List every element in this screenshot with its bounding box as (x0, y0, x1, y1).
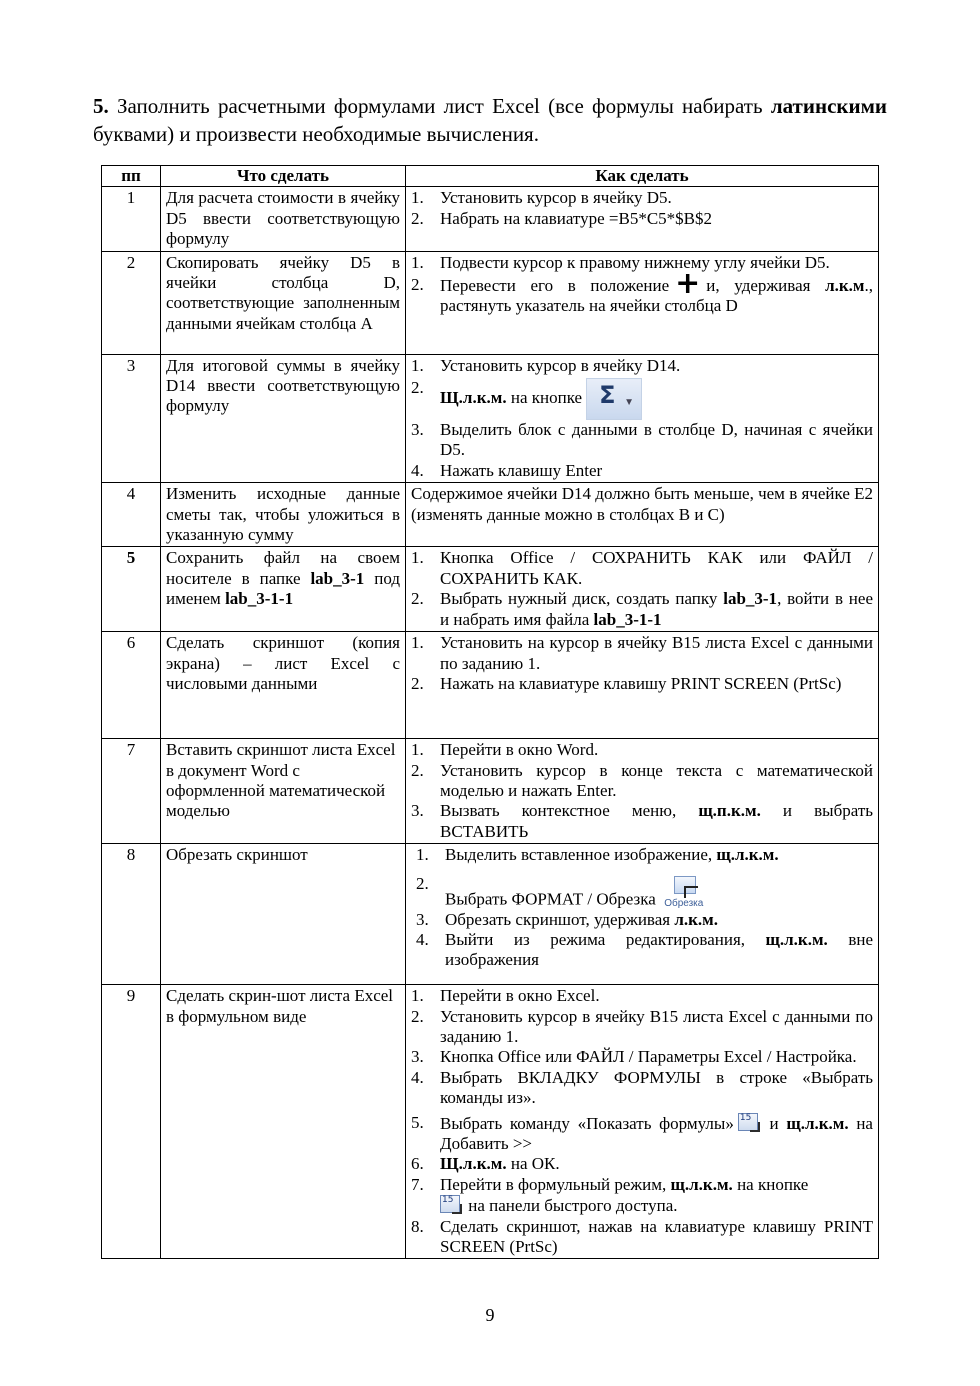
row-number: 8 (102, 844, 161, 985)
sigma-icon: Σ (599, 381, 616, 410)
row-how (406, 547, 879, 632)
row-how (406, 985, 879, 1259)
what-text: под именем (166, 568, 401, 609)
formula-icon-text: 15 (739, 1112, 752, 1123)
step: 1. Перейти в окно Excel. (411, 986, 873, 1006)
table-row (102, 251, 879, 354)
crop-button-label: Обрезка (664, 897, 704, 909)
step (411, 378, 873, 420)
task-heading (93, 92, 887, 148)
step-text: Выбрать ФОРМАТ / Обрезка (445, 889, 656, 909)
step: 3. Выделить блок с данными в столбце D, начиная с ячейки D5. (411, 420, 873, 461)
row-number: 5 (102, 547, 161, 632)
task-number: 5. (93, 94, 109, 118)
step (411, 589, 873, 630)
table-row (102, 985, 879, 1259)
header-num: пп (102, 166, 161, 187)
step-text: ., растянуть указатель на ячейки столбца D (440, 276, 874, 316)
step: 1. Перейти в окно Word. (411, 740, 873, 760)
dropdown-arrow-icon: ▼ (624, 397, 635, 409)
row-number: 1 (102, 187, 161, 251)
step: 2. Установить курсор в ячейку В15 листа Excel с данными по заданию 1. (411, 1007, 873, 1048)
step-text: Выделить вставленное изображение, (445, 845, 717, 865)
step-bold: щ.л.к.м. (716, 845, 779, 865)
step-bold: щ.л.к.м. (786, 1113, 849, 1133)
step: 2. Установить курсор в конце текста с математической моделью и нажать Enter. (411, 761, 873, 802)
step-text: Перейти в формульный режим, (440, 1174, 671, 1194)
step: 2. Набрать на клавиатуре =B5*C5*$B$2 (411, 209, 873, 229)
what-text: Сохранить файл на своем носителе в папке (166, 548, 400, 588)
step (416, 930, 873, 971)
header-how: Как сделать (406, 166, 879, 187)
row-number: 7 (102, 739, 161, 844)
page-number: 9 (485, 1305, 495, 1325)
step-text: и выбрать ВСТАВИТЬ (440, 801, 874, 841)
step-text: вне изображения (445, 929, 874, 970)
heading-text-2: буквами) и произвести необходимые вычисления. (93, 122, 539, 146)
step: 1. Установить курсор в ячейку D14. (411, 356, 873, 376)
step-text: на кнопке (506, 387, 583, 407)
show-formulas-icon[interactable] (440, 1195, 460, 1213)
row-number: 9 (102, 985, 161, 1259)
step (411, 801, 873, 842)
step (411, 266, 874, 317)
row-what: Скопировать ячейку D5 в ячейки столбца D, соответствующие заполненным данными ячейкам столбца А (161, 251, 406, 354)
file-name: lab_3-1-1 (225, 589, 294, 609)
row-how (406, 187, 879, 251)
row-number: 6 (102, 632, 161, 739)
step-text: Вызвать контекстное меню, (440, 801, 699, 821)
autosum-button[interactable] (586, 378, 642, 420)
row-what: Обрезать скриншот (161, 844, 406, 985)
step: 4. Выбрать ВКЛАДКУ ФОРМУЛЫ в строке «Выбрать команды из». (411, 1068, 873, 1109)
step-bold: lab_3-1-1 (593, 609, 662, 629)
row-what: Сделать скрин-шот листа Excel в формульном виде (161, 985, 406, 1259)
step-text: Выйти из режима редактирования, (445, 929, 766, 949)
table-row (102, 483, 879, 547)
step (416, 910, 873, 930)
row-how (406, 251, 879, 354)
step (411, 1175, 873, 1217)
step-bold: Щ.л.к.м. (440, 387, 507, 407)
step-bold: Щ.л.к.м. (440, 1154, 507, 1174)
step-text: и, удерживая (706, 276, 811, 296)
instructions-table (101, 165, 879, 1259)
step-text: Перевести его в положение (440, 276, 670, 296)
step: 1. Установить на курсор в ячейку В15 листа Excel с данными по заданию 1. (411, 633, 873, 674)
row-what: Для расчета стоимости в ячейку D5 ввести соответствующую формулу (161, 187, 406, 251)
table-row (102, 844, 879, 985)
row-number: 2 (102, 251, 161, 354)
heading-bold: латинскими (770, 94, 887, 118)
step-text: Выбрать нужный диск, создать папку (440, 589, 724, 609)
row-how: Содержимое ячейки D14 должно быть меньше, чем в ячейке Е2 (изменять данные можно в столбцах В и С) (406, 483, 879, 547)
step: 1. Подвести курсор к правому нижнему углу ячейки D5. (411, 253, 873, 273)
step-text: Выбрать команду «Показать формулы» (440, 1113, 734, 1133)
step-text: на Добавить >> (440, 1113, 873, 1153)
step-text: на кнопке (732, 1174, 809, 1194)
row-what: Вставить скриншот листа Excel в документ Word с оформленной математической моделью (161, 739, 406, 844)
step-bold: л.к.м (825, 276, 865, 296)
step (416, 874, 873, 910)
table-row (102, 547, 879, 632)
folder-name: lab_3-1 (310, 568, 365, 588)
step: 1. Кнопка Office / СОХРАНИТЬ КАК или ФАЙЛ / СОХРАНИТЬ КАК. (411, 548, 873, 589)
crop-button[interactable] (656, 874, 712, 910)
table-row (102, 187, 879, 251)
row-number: 3 (102, 354, 161, 483)
step: 3. Кнопка Office или ФАЙЛ / Параметры Excel / Настройка. (411, 1047, 873, 1067)
table-row (102, 632, 879, 739)
step: 2. Нажать на клавиатуре клавишу PRINT SCREEN (PrtSc) (411, 674, 873, 694)
row-how (406, 632, 879, 739)
step-bold: л.к.м. (674, 909, 719, 929)
row-number: 4 (102, 483, 161, 547)
step-bold: щ.п.к.м. (698, 801, 761, 821)
step-text: на панели быстрого доступа. (464, 1196, 678, 1216)
row-how (406, 844, 879, 985)
step: 8. Сделать скриншот, нажав на клавиатуре клавишу PRINT SCREEN (PrtSc) (411, 1217, 873, 1258)
step-text: на ОК. (506, 1154, 560, 1174)
crop-icon (670, 874, 698, 898)
show-formulas-icon[interactable] (738, 1113, 758, 1131)
step (411, 1154, 873, 1174)
table-header-row (102, 166, 879, 187)
step-text: Обрезать скриншот, удерживая (445, 909, 675, 929)
step-text: , войти в нее и набрать имя файла (440, 589, 873, 629)
step (416, 845, 873, 865)
step: 4. Нажать клавишу Enter (411, 461, 873, 481)
header-what: Что сделать (161, 166, 406, 187)
crosshair-cursor-icon: + (675, 266, 701, 302)
step-text: и (761, 1113, 787, 1133)
step-bold: щ.л.к.м. (670, 1174, 733, 1194)
row-what: Сделать скриншот (копия экрана) – лист Excel с числовыми данными (161, 632, 406, 739)
heading-text-1: Заполнить расчетными формулами лист Excel (все формулы набирать (108, 94, 771, 118)
step: 1. Установить курсор в ячейку D5. (411, 188, 873, 208)
step-bold: щ.л.к.м. (765, 929, 828, 949)
row-what: Для итоговой суммы в ячейку D14 ввести соответствующую формулу (161, 354, 406, 483)
row-how (406, 354, 879, 483)
formula-icon-text: 15 (442, 1195, 454, 1206)
step (411, 1113, 873, 1155)
row-what (161, 547, 406, 632)
step-bold: lab_3-1 (723, 589, 778, 609)
table-row (102, 354, 879, 483)
row-what: Изменить исходные данные сметы так, чтобы уложиться в указанную сумму (161, 483, 406, 547)
row-how (406, 739, 879, 844)
table-row (102, 739, 879, 844)
